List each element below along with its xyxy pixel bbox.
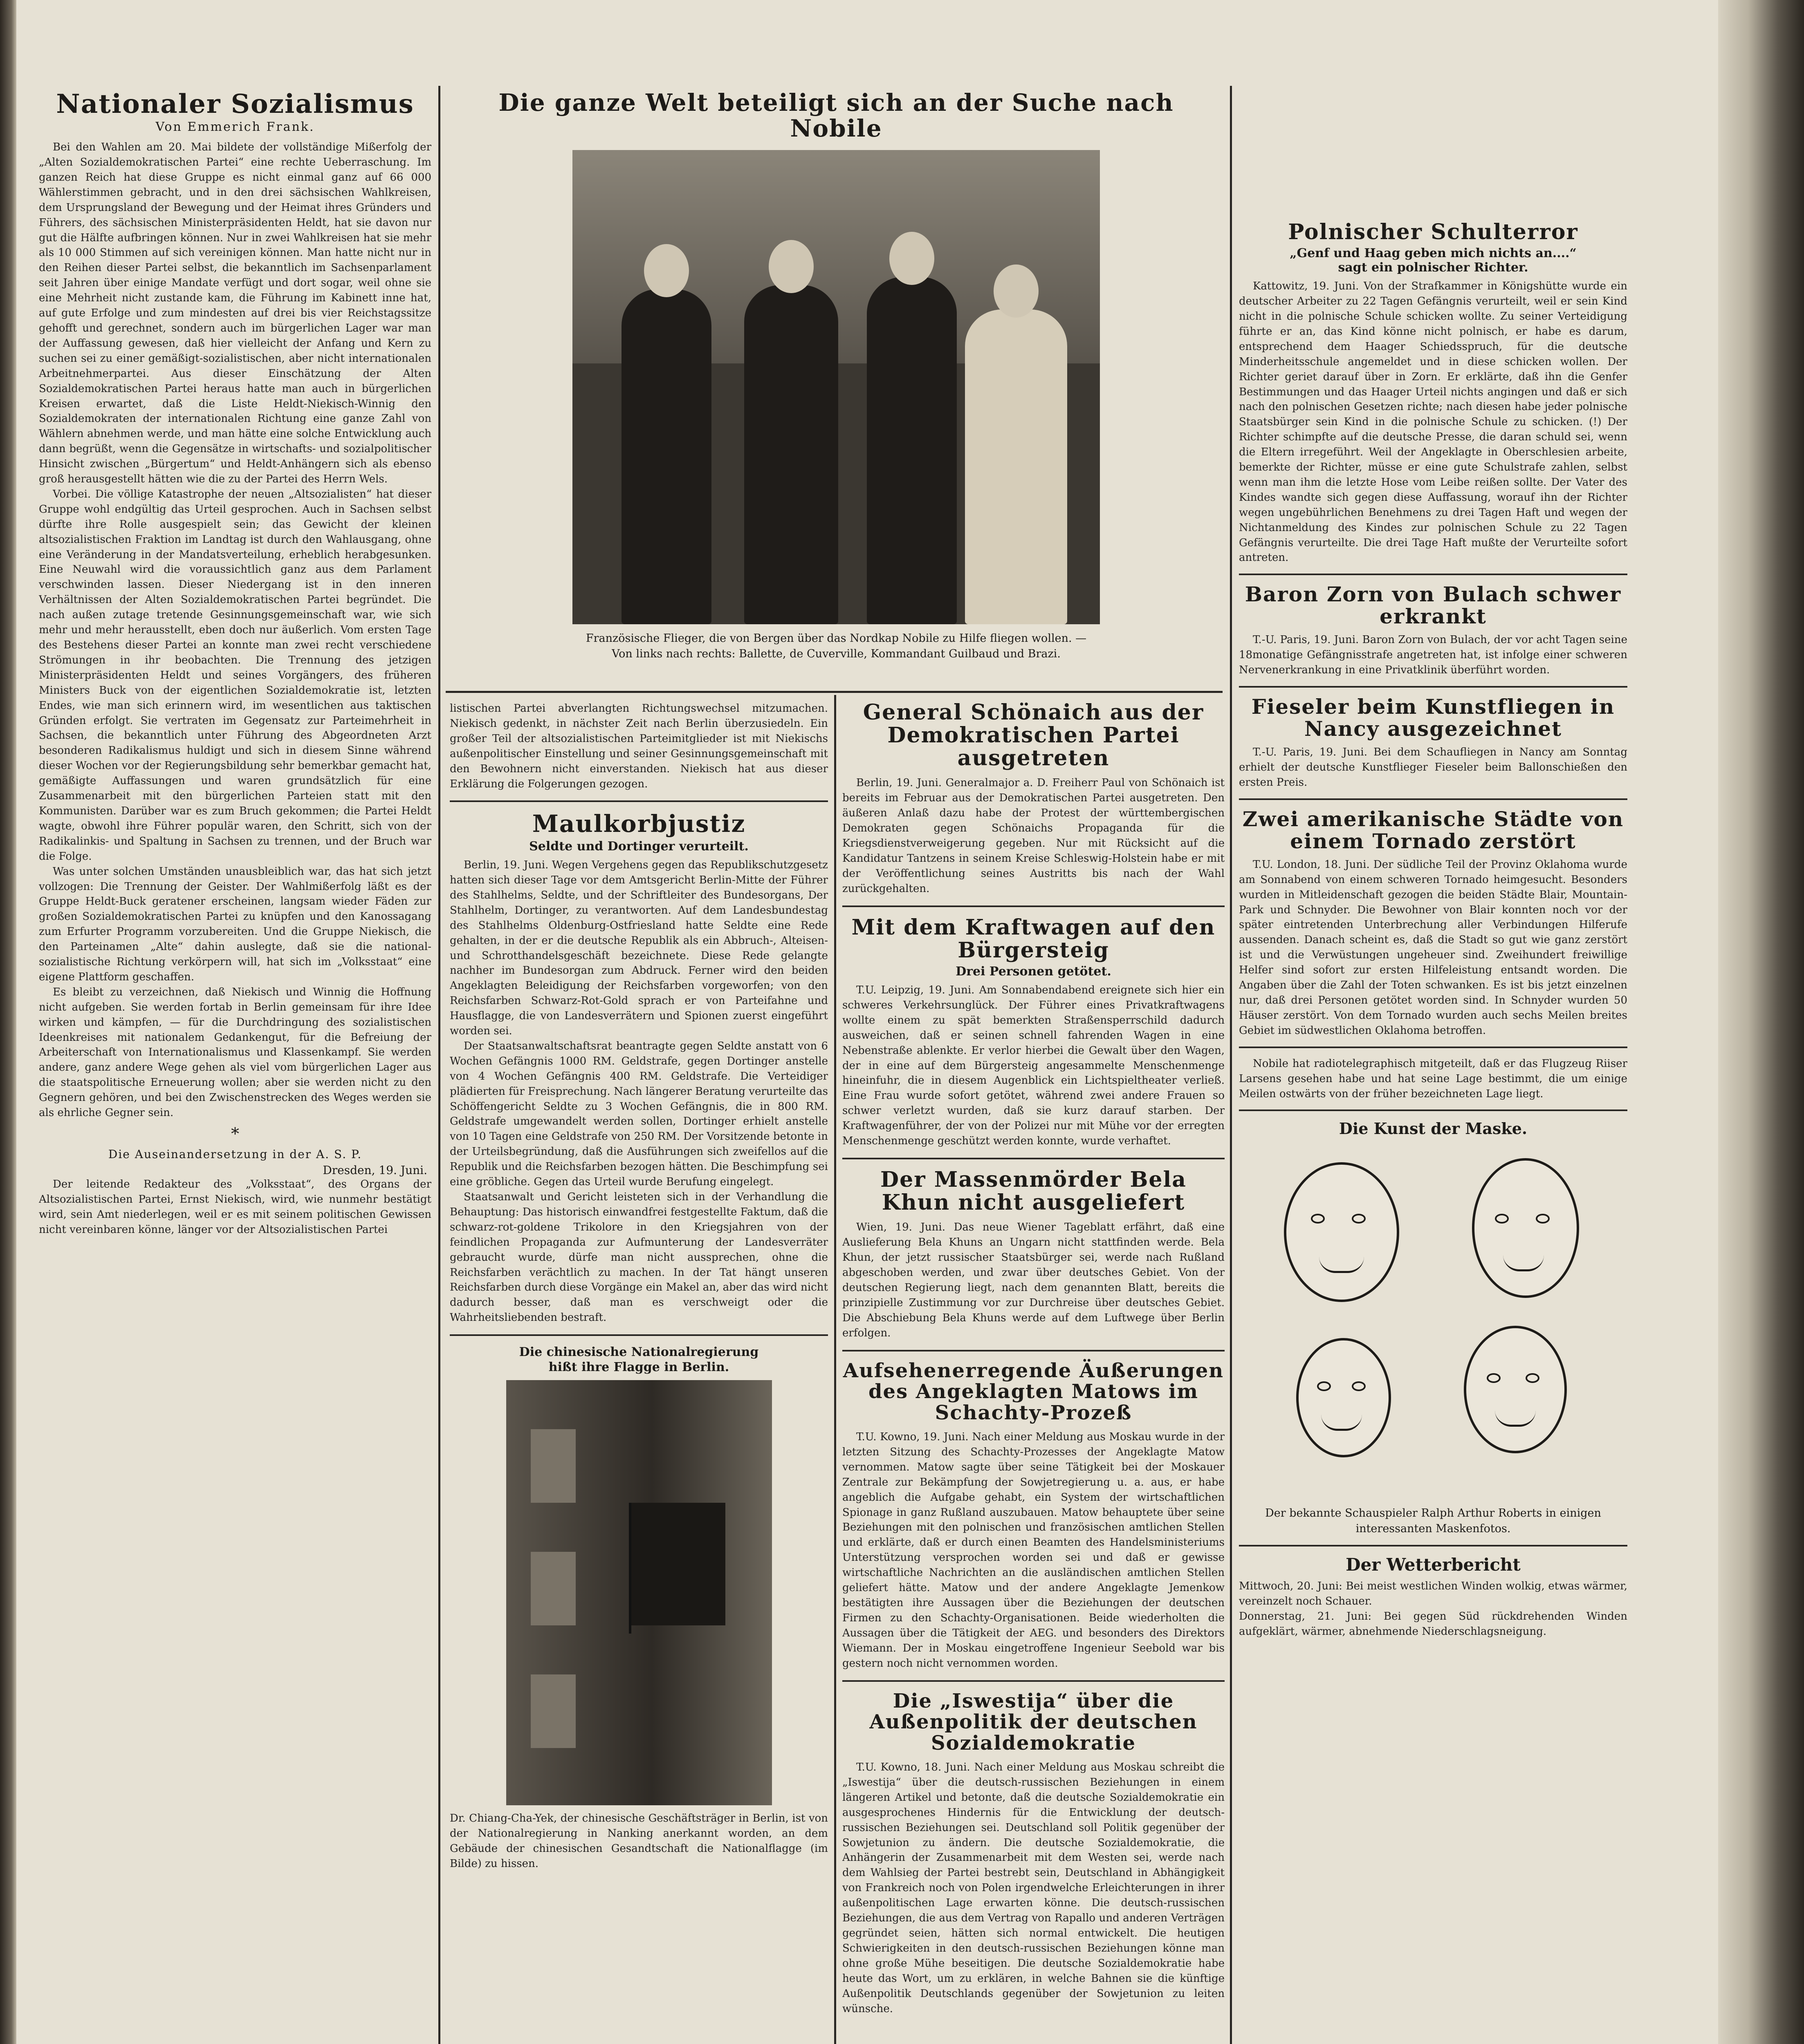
subhead: Die Auseinandersetzung in der A. S. P. [108, 1148, 362, 1161]
figure-person [965, 309, 1067, 624]
section-rule [1239, 1109, 1627, 1111]
section-rule [1239, 1545, 1627, 1546]
article-title: Nationaler Sozialismus [56, 90, 414, 119]
wetter-body [1239, 1579, 1627, 1639]
caption-line: Von links nach rechts: Ballette, de Cuverville, Kommandant Guilbaud und Brazi. [612, 648, 1061, 661]
column-rule [834, 695, 836, 2044]
paragraph: T.-U. Paris, 19. Juni. Bei dem Schaufliegen in Nancy am Sonntag erhielt der deutsche Kunstflieger Fieseler beim Ballonschießen den ersten Preis. [1239, 746, 1627, 789]
mouth [1503, 1255, 1544, 1271]
caricature-face [1284, 1162, 1399, 1302]
paragraph: Berlin, 19. Juni. Generalmajor a. D. Freiherr Paul von Schönaich ist bereits im Februar aus der Demokratischen Partei ausgetreten. Den äußeren Anlaß dazu habe der Protest der württembergischen Demokraten gegen Schönaichs Propaganda für die Kriegsdienstverweigerung gegeben. Nur mit Rücksicht auf die Kandidatur Tantzens in seinem Kreise Schleswig-Holstein habe er mit der Veröffentlichung seines Austritts bis nach der Wahl zurückgehalten. [842, 777, 1225, 895]
schulterror-subtitle: „Genf und Haag geben mich nichts an....“ [1290, 246, 1577, 261]
column-rule [438, 86, 440, 2044]
section-rule [1239, 1047, 1627, 1048]
maulkorb-body [450, 858, 828, 1325]
eye [1526, 1373, 1539, 1383]
paragraph: T.U. Leipzig, 19. Juni. Am Sonnabendabend ereignete sich hier ein schweres Verkehrsunglück. Der Führer eines Privatkraftwagens wollte einem zu spät bemerkten Straßensperrschild dadurch ausweichen, daß er seinen schnell fahrenden Wagen in eine Nebenstraße ablenkte. Er verlor hierbei die Gewalt über den Wagen, der in eine auf dem Bürgersteig angesammelte Menschenmenge hineinfuhr, die in diesem Augenblick ein Lichtspieltheater verließ. Eine Frau wurde sofort getötet, während zwei andere Frauen so schwer verletzt wurden, daß sie kurz darauf starben. Der Kraftwagenführer, der von der Polizei nur mit Mühe vor der erregten Menschenmenge geschützt werden konnte, wurde verhaftet. [842, 984, 1225, 1148]
mouth [1319, 1255, 1364, 1273]
face [994, 264, 1039, 318]
separator-star: * [231, 1125, 239, 1144]
mouth [1495, 1410, 1536, 1427]
window [531, 1552, 576, 1625]
eye [1311, 1214, 1325, 1224]
column-left [39, 90, 431, 2044]
column-rule [1230, 86, 1232, 2044]
paragraph: Dr. Chiang-Cha-Yek, der chinesische Geschäftsträger in Berlin, ist von der Nationalregierung in Nanking anerkannt worden, an dem Gebäude der chinesischen Gesandtschaft die Nationalflagge (im Bilde) zu hissen. [450, 1812, 828, 1870]
bulach-title: Baron Zorn von Bulach schwer erkrankt [1245, 582, 1622, 629]
section-rule [450, 1334, 828, 1336]
kraftwagen-subtitle: Drei Personen getötet. [956, 964, 1111, 979]
maske-caption: Der bekannte Schauspieler Ralph Arthur Roberts in einigen interessanten Maskenfotos. [1265, 1507, 1601, 1535]
section-rule [1239, 574, 1627, 575]
paragraph: T.-U. Paris, 19. Juni. Baron Zorn von Bulach, der vor acht Tagen seine 18monatige Gefängnisstrafe angetreten hat, ist infolge einer schweren Nervenerkrankung in eine Privatklinik überführt worden. [1239, 634, 1627, 677]
window [531, 1429, 576, 1503]
caricature-face [1464, 1326, 1567, 1453]
paragraph: Bei den Wahlen am 20. Mai bildete der vollständige Mißerfolg der „Alten Sozialdemokratischen Partei“ eine rechte Ueberraschung. Im ganzen Reich hat diese Gruppe es nicht einmal ganz auf 66 000 Wählerstimmen gebracht, und in den drei sächsischen Wahlkreisen, dem Ursprungsland der Bewegung und der Heimat ihres Gründers und Führers, des sächsischen Ministerpräsidenten Heldt, hat sie davon nur gut die Hälfte aufbringen können. Nur in zwei Wahlkreisen hat sie mehr als 10 000 Stimmen auf sich vereinigen können. Man hatte nicht nur in den Reihen dieser Partei selbst, die bekanntlich im Sachsenparlament seit Jahren über einige Mandate verfügt und dort sogar, weil ohne sie eine Mehrheit nicht zustande kam, die Führung im Kabinett inne hat, auf gute Erfolge und zum mindesten auf drei bis vier Reichstagssitze gehofft und gerechnet, sondern auch im bürgerlichen Lager war man der Auffassung gewesen, daß hier vielleicht der Anfang und Kern zu suchen sei zu einer gemäßigt-sozialistischen, aber nicht internationalen Arbeitnehmerpartei. Aus dieser Einschätzung der Alten Sozialdemokratischen Partei heraus hatte man auch in bürgerlichen Kreisen erwartet, daß die Liste Heldt-Niekisch-Winnig den Sozialdemokraten der internationalen Richtung eine ganze Zahl von Wählern abnehmen werde, und man hätte eine solche Entwicklung auch dann begrüßt, wenn die Gegensätze in wirtschafts- und sozialpolitischer Hinsicht zwischen „Bürgertum“ und Heldt-Anhängern sich als ebenso groß herausgestellt hätten wie die zu der Partei des Herrn Wels. [39, 141, 431, 486]
maulkorb-subtitle: Seldte und Dortinger verurteilt. [529, 839, 749, 854]
paragraph: Was unter solchen Umständen unausbleiblich war, das hat sich jetzt vollzogen: Die Trennung der Geister. Der Wahlmißerfolg läßt es der Gruppe Heldt-Buck geratener erscheinen, langsam wieder Fäden zur großen Sozialdemokratischen Partei zu knüpfen und den Kanossagang zum Erfurter Programm vorzubereiten. Und die Gruppe Niekisch, die den Parteinamen „Alte“ dahin auslegte, daß sie die national-sozialistische Richtung verkörpern will, hat sich im „Volksstaat“ eine eigene Plattform geschaffen. [39, 865, 431, 983]
flag-photo-caption [450, 1811, 828, 1871]
schoenaich-body [842, 775, 1225, 896]
paragraph: Der Staatsanwaltschaftsrat beantragte gegen Seldte anstatt von 6 Wochen Gefängnis 1000 RM. Geldstrafe, gegen Dortinger anstelle von 4 Wochen Gefängnis 400 RM. Geldstrafe. Die Verteidiger plädierten für Freisprechung. Nach längerer Beratung verurteilte das Schöffengericht Seldte zu 3 Wochen Gefängnis, die in 800 RM. Geldstrafe umgewandelt werden sollen, Dortinger erhielt anstelle von 10 Tagen eine Geldstrafe von 250 RM. Der Vorsitzende betonte in der Urteilsbegründung, daß die Ausführungen sich zweifellos auf die Republik und die Reichsfarben bezogen hätten. Die Beschimpfung sei eine gröbliche. Gegen das Urteil wurde Berufung eingelegt. [450, 1040, 828, 1188]
page-stack-edge [1718, 0, 1804, 2044]
schulterror-subtitle: sagt ein polnischer Richter. [1338, 260, 1528, 275]
face [769, 240, 814, 293]
newspaper-page [16, 0, 1718, 2044]
forecast-line: Donnerstag, 21. Juni: Bei gegen Süd rückdrehenden Winden aufgeklärt, wärmer, abnehmende Niederschlagsneigung. [1239, 1610, 1627, 1638]
banner-title: Die ganze Welt beteiligt sich an der Suche nach Nobile [498, 90, 1174, 142]
kraftwagen-title: Mit dem Kraftwagen auf den Bürgersteig [851, 914, 1216, 963]
bulach-body [1239, 632, 1627, 678]
maske-title: Die Kunst der Maske. [1339, 1119, 1528, 1138]
face [644, 244, 689, 297]
paragraph: Nobile hat radiotelegraphisch mitgeteilt, daß er das Flugzeug Riiser Larsens gesehen habe und hat seine Lage bestimmt, die um einige Meilen ostwärts von der früher bezeichneten Lage liegt. [1239, 1057, 1627, 1100]
column-middle-left [450, 701, 828, 2044]
paragraph: T.U. Kowno, 18. Juni. Nach einer Meldung aus Moskau schreibt die „Iswestija“ über die deutsch-russischen Beziehungen in einem längeren Artikel und betonte, daß die deutsche Sozialdemokratie ein ausgesprochenes Hindernis für die Entwicklung der deutsch-russischen Beziehungen sei. Deutschland soll Politik gegenüber der Sowjetunion zu ändern. Die deutsche Sozialdemokratie, die Anhängerin der Zusammenarbeit mit dem Westen sei, werde nach dem Wahlsieg der Partei bestrebt sein, Deutschland in Abhängigkeit von Frankreich noch von Polen irgendwelche Erleichterungen in ihrer außenpolitischen Lage erwarten könne. Die deutsch-russischen Beziehungen, die aus dem Vertrag von Rapallo und anderen Verträgen gegründet seien, hätten sich normal entwickelt. Die heutigen Schwierigkeiten in den deutsch-russischen Beziehungen könne man ohne große Mühe beseitigen. Die deutsche Sozialdemokratie habe heute das Wort, um zu erklären, in welche Bahnen sie die künftige Außenpolitik Deutschlands gegenüber der Sowjetunion zu leiten wünsche. [842, 1761, 1225, 2015]
banner-bottom-rule [446, 691, 1223, 693]
nobile-note [1239, 1056, 1627, 1102]
kraftwagen-body [842, 983, 1225, 1149]
eye [1495, 1214, 1509, 1224]
paragraph: listischen Partei abverlangten Richtungswechsel mitzumachen. Niekisch gedenkt, in nächster Zeit nach Berlin überzusiedeln. Ein großer Teil der altsozialistischen Parteimitglieder ist mit Niekischs außenpolitischer Einstellung und seiner Gesinnungsgemeinschaft mit den Bewohnern nicht einverstanden. Niekisch hat aus dieser Erklärung die Folgerungen gezogen. [450, 702, 828, 790]
photo-caption [450, 631, 1223, 662]
article-body [39, 140, 431, 1121]
caption-line: Französische Flieger, die von Bergen über das Nordkap Nobile zu Hilfe fliegen wollen. — [586, 632, 1087, 645]
dateline: Dresden, 19. Juni. [323, 1163, 427, 1177]
section-rule [1239, 798, 1627, 800]
massenmoerder-title: Der Massenmörder Bela Khun nicht ausgeliefert [880, 1167, 1187, 1215]
section-rule [450, 800, 828, 802]
fieseler-title: Fieseler beim Kunstfliegen in Nancy ausgezeichnet [1251, 695, 1615, 741]
figure-person [744, 285, 838, 624]
mask-sketches [1259, 1146, 1607, 1506]
column-right-top [1239, 90, 1627, 213]
wetter-title: Der Wetterbericht [1346, 1555, 1521, 1575]
tornado-title: Zwei amerikanische Städte von einem Tornado zerstört [1242, 807, 1624, 853]
section-rule [1239, 686, 1627, 688]
eye [1536, 1214, 1550, 1224]
schoenaich-title: General Schönaich aus der Demokratischen Partei ausgetreten [863, 701, 1204, 771]
schulterror-body [1239, 279, 1627, 565]
column-middle-right [842, 701, 1225, 2044]
continuation-text [450, 701, 828, 791]
paragraph: Vorbei. Die völlige Katastrophe der neuen „Altsozialisten“ hat dieser Gruppe wohl endgültig das Urteil gesprochen. Auch in Sachsen selbst dürfte ihre Rolle ausgespielt sein; das Gewicht der kleinen altsozialistischen Fraktion im Landtag ist durch den Wahlausgang, ohne eine Veränderung in der Mandatsverteilung, erheblich herabgesunken. Eine Neuwahl wird die voraussichtlich ganz aus dem Parlament verschwinden lassen. Dieser Niedergang ist in den inneren Verhältnissen der Alten Sozialdemokratischen Partei begründet. Die nach außen zutage tretende Gesinnungsgemeinschaft war, wie sich mehr und mehr herausstellt, eben doch nur äußerlich. Vom ersten Tage des Bestehens dieser Partei an konnte man zwei recht verschiedene Strömungen in ihr beobachten. Die Trennung des jetzigen Ministerpräsidenten Heldt und seines Vorgängers, des früheren Ministers Buck von der eigentlichen Sozialdemokratie ist, letzten Endes, wie man sich erinnern wird, im wesentlichen aus taktischen Gründen erfolgt. Sie vertraten im Gegensatz zur Parteimehrheit in Sachsen, die bekanntlich unter Führung des Abgeordneten Arzt besonderen Radikalismus huldigt und sich in diesem Sinne während dieser Wochen vor der Regierungsbildung sehr bemerkbar gemacht hat, gemäßigte Auffassungen und waren grundsätzlich für eine Zusammenarbeit mit den bürgerlichen Parteien statt mit den Kommunisten. Darüber war es zum Bruch gekommen; die Partei Heldt wagte, obwohl ihre Führer populär waren, den Schritt, sich von der Radikalinkis- und Spaltung in Sachsen zu trennen, und der Bruch war die Folge. [39, 488, 431, 863]
massenmoerder-body [842, 1220, 1225, 1340]
tornado-body [1239, 857, 1627, 1038]
caricature-face [1296, 1338, 1391, 1457]
column-right [1239, 221, 1627, 2044]
window [531, 1674, 576, 1748]
paragraph: T.U. Kowno, 19. Juni. Nach einer Meldung aus Moskau wurde in der letzten Sitzung des Schachty-Prozesses der Angeklagte Matow vernommen. Matow sagte über seine Tätigkeit bei der Moskauer Zentrale zur Bekämpfung der Sowjetregierung u. a. aus, er habe angeblich die Aufgabe gehabt, ein System der wirtschaftlichen Spionage in ganz Rußland auszubauen. Matow behauptete über seine Beziehungen mit den polnischen und französischen amtlichen Stellen und erklärte, daß er durch einen Beamten des Handelsministeriums Unterstützung versprochen worden sei und daß er gewisse wirtschaftliche Nachrichten an die ausländischen amtlichen Stellen geliefert hätte. Matow und der andere Angeklagte Jemenkow bestätigten ihre Aussagen über die Beziehungen der deutschen Firmen zu den Schachty-Organisationen. Beide wiederholten die Aussagen über die Tätigkeit der AEG. und besonders des Direktors Wiemann. Der in Moskau eingetroffene Ingenieur Seebold war bis gestern noch nicht vernommen worden. [842, 1431, 1225, 1670]
paragraph: Berlin, 19. Juni. Wegen Vergehens gegen das Republikschutzgesetz hatten sich dieser Tage vor dem Amtsgericht Berlin-Mitte der Führer des Stahlhelms, Seldte, und der Schriftleiter des Bundesorgans, Der Stahlhelm, Dortinger, zu verantworten. Auf dem Landesbundestag des Stahlhelms Oldenburg-Ostfriesland hatte Seldte eine Rede gehalten, in der er die deutsche Republik als ein Abbruch-, Alteisen- und Schrotthandelsgeschäft bezeichnete. Diese Rede gelangte nachher im Bundesorgan zum Abdruck. Ferner wird den beiden Angeklagten Beleidigung der Reichsfarben vorgeworfen; von den Reichsfarben Schwarz-Rot-Gold sprach er von Parteifahne und Hausflagge, die von Landesverrätern und Spionen zuerst eingeführt worden sei. [450, 859, 828, 1038]
article-byline: Von Emmerich Frank. [155, 120, 315, 134]
flag-photo [506, 1380, 772, 1805]
closing-text [39, 1177, 431, 1237]
section-rule [842, 1680, 1225, 1682]
eye [1487, 1373, 1501, 1383]
eye [1352, 1381, 1366, 1391]
eye [1352, 1214, 1366, 1224]
paragraph: Der leitende Redakteur des „Volksstaat“, des Organs der Altsozialistischen Partei, Ernst Niekisch, wird, wie nunmehr bestätigt wird, sein Amt niederlegen, weil er es mit seinem politischen Gewissen nicht vereinbaren könne, länger vor der Altsozialistischen Partei [39, 1178, 431, 1236]
matow-title: Aufsehenerregende Äußerungen des Angeklagten Matows im Schachty-Prozeß [843, 1359, 1224, 1425]
figure-person [867, 277, 957, 624]
forecast-line: Mittwoch, 20. Juni: Bei meist westlichen Winden wolkig, etwas wärmer, vereinzelt noch Schauer. [1239, 1580, 1627, 1607]
fieseler-body [1239, 745, 1627, 790]
scan-binding-edge [0, 0, 16, 2044]
section-rule [842, 905, 1225, 907]
face [889, 232, 934, 285]
flag-photo-title: Die chinesische Nationalregierung [519, 1345, 759, 1360]
paragraph: Wien, 19. Juni. Das neue Wiener Tageblatt erfährt, daß eine Auslieferung Bela Khuns an Ungarn nicht stattfinden werde. Bela Khun, der jetzt russischer Staatsbürger sei, werde nach Rußland abgeschoben werden, und zwar über deutsches Gebiet. Von der deutschen Regierung liegt, nach dem genannten Blatt, bereits die prinzipielle Zustimmung vor zur Durchreise über deutsches Gebiet. Die Abschiebung Bela Khuns werde auf dem Luftwege über Berlin erfolgen. [842, 1221, 1225, 1339]
banner-section [450, 90, 1223, 687]
paragraph: T.U. London, 18. Juni. Der südliche Teil der Provinz Oklahoma wurde am Sonnabend von einem schweren Tornado heimgesucht. Besonders wurden in Mitleidenschaft gezogen die beiden Städte Blair, Mountain-Park und Schnyder. Die Bewohner von Blair konnten noch vor der später eintretenden Unterbrechung aller Verbindungen Hilferufe aussenden. Danach scheint es, daß die Stadt so gut wie ganz zerstört ist und die Verwüstungen ungeheuer sind. Zweihundert freiwillige Helfer sind sofort zur ersten Hilfeleistung entsandt worden. Die Angaben über die Zahl der Toten schwanken. Es ist bis jetzt einzelnen nur, daß drei Personen getötet worden sind. In Schnyder wurden 50 Häuser zerstört. Von dem Tornado wurden auch sechs Meilen breites Gebiet im südwestlichen Oklahoma betroffen. [1239, 858, 1627, 1037]
mouth [1321, 1414, 1362, 1431]
paragraph: Staatsanwalt und Gericht leisteten sich in der Verhandlung die Behauptung: Das historisch einwandfrei festgestellte Faktum, daß die schwarz-rot-goldene Trikolore in den Kriegsjahren von der feindlichen Propaganda zur Aufmunterung der Landesverräter gebraucht wurde, dürfe man nicht aussprechen, ohne die Reichsfarben verächtlich zu machen. In der Tat hängt unseren Reichsfarben durch diese Vorgänge ein Makel an, aber das wird nicht dadurch besser, daß man es verschweigt oder die Wahrheitsliebenden bestraft. [450, 1191, 828, 1324]
paragraph: Kattowitz, 19. Juni. Von der Strafkammer in Königshütte wurde ein deutscher Arbeiter zu 22 Tagen Gefängnis verurteilt, weil er sein Kind nicht in die polnische Schule schicken wollte. Zu seiner Verteidigung führte er an, das Kind könne nicht polnisch, er habe es darum, entsprechend dem Haager Schiedsspruch, für die deutsche Minderheitsschule angemeldet und in diese schicken wollen. Der Richter geriet darauf über in Zorn. Er erklärte, daß ihn die Genfer Bestimmungen und das Haager Urteil nichts angingen und daß er sich nach den polnischen Gesetzen richte; nach diesen habe jeder polnische Staatsbürger sein Kind in die polnische Schule zu schicken. (!) Der Richter schimpfte auf die deutsche Presse, die daran schuld sei, wenn die Eltern irregeführt. Weil der Angeklagte in Oberschlesien arbeite, bemerkte der Richter, müsse er eine gute Schulstrafe zahlen, selbst wenn man ihm die letzte Hose vom Leibe reißen sollte. Der Vater des Kindes wandte sich gegen diese Auffassung, worauf ihn der Richter wegen ungebührlichen Benehmens zu drei Tagen Haft und wegen der Nichtanmeldung des Kindes zur polnischen Schule zu 22 Tagen Gefängnis verurteilte. Die drei Tage Haft mußte der Verurteilte sofort antreten. [1239, 280, 1627, 564]
flag [631, 1503, 725, 1625]
flag-photo-title: hißt ihre Flagge in Berlin. [548, 1360, 729, 1375]
caricature-face [1472, 1158, 1579, 1298]
matow-body [842, 1430, 1225, 1671]
section-rule [842, 1350, 1225, 1351]
section-rule [842, 1158, 1225, 1159]
aviators-photo [572, 150, 1100, 624]
maulkorb-title: Maulkorbjustiz [532, 810, 746, 838]
schulterror-title: Polnischer Schulterror [1288, 221, 1578, 244]
paragraph: Es bleibt zu verzeichnen, daß Niekisch und Winnig die Hoffnung nicht aufgeben. Sie werden fortab in Berlin gemeinsam für ihre Idee wirken und kämpfen, — für die Durchdringung des sozialistischen Ideenkreises mit nationalem Gedankengut, für die Befreiung der Arbeiterschaft von Internationalismus und Klassenkampf. Sie werden andere, ganz andere Wege gehen als viel vom bürgerlichen Lager aus die staatspolitische Erneuerung wollen; aber sie werden nicht zu den Gegnern gehören, und bei den Zwischenstrecken des Weges werden sie als ehrliche Gegner sein. [39, 986, 431, 1119]
iswestija-title: Die „Iswestija“ über die Außenpolitik der deutschen Sozialdemokratie [869, 1689, 1198, 1755]
iswestija-body [842, 1760, 1225, 2016]
eye [1317, 1381, 1331, 1391]
figure-person [622, 289, 711, 624]
